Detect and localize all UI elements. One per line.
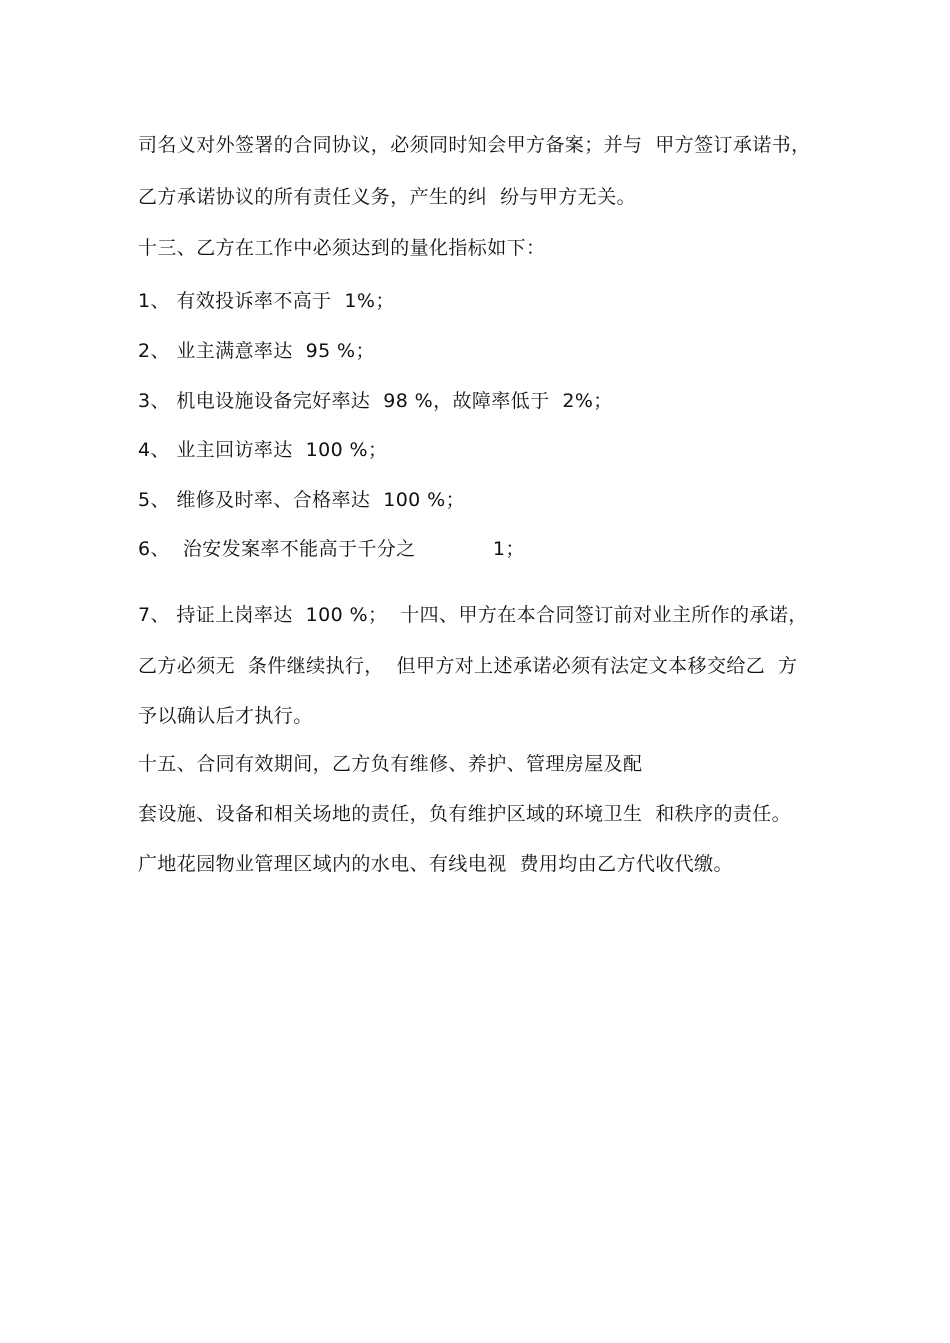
text-line-1: 司名义对外签署的合同协议，必须同时知会甲方备案；并与 甲方签订承诺书， <box>138 134 811 156</box>
text-line-9: 6、 治安发案率不能高于千分之 1； <box>138 538 525 560</box>
text-line-4: 1、 有效投诉率不高于 1%； <box>138 290 395 312</box>
text-line-6: 3、 机电设施设备完好率达 98 %，故障率低于 2%； <box>138 390 613 412</box>
text-line-12: 予以确认后才执行。 <box>138 705 313 727</box>
text-line-11: 乙方必须无 条件继续执行， 但甲方对上述承诺必须有法定文本移交给乙 方 <box>138 655 798 677</box>
text-line-7: 4、 业主回访率达 100 %； <box>138 439 388 461</box>
text-line-5: 2、 业主满意率达 95 %； <box>138 340 375 362</box>
text-line-13: 十五、合同有效期间，乙方负有维修、养护、管理房屋及配 <box>138 753 643 775</box>
text-line-8: 5、 维修及时率、合格率达 100 %； <box>138 489 465 511</box>
text-line-3: 十三、乙方在工作中必须达到的量化指标如下： <box>138 237 546 259</box>
text-line-14: 套设施、设备和相关场地的责任，负有维护区域的环境卫生 和秩序的责任。 <box>138 803 792 825</box>
text-line-2: 乙方承诺协议的所有责任义务，产生的纠 纷与甲方无关。 <box>138 186 636 208</box>
text-line-10: 7、 持证上岗率达 100 %； 十四、甲方在本合同签订前对业主所作的承诺， <box>138 604 808 626</box>
text-line-15: 广地花园物业管理区域内的水电、有线电视 费用均由乙方代收代缴。 <box>138 853 733 875</box>
